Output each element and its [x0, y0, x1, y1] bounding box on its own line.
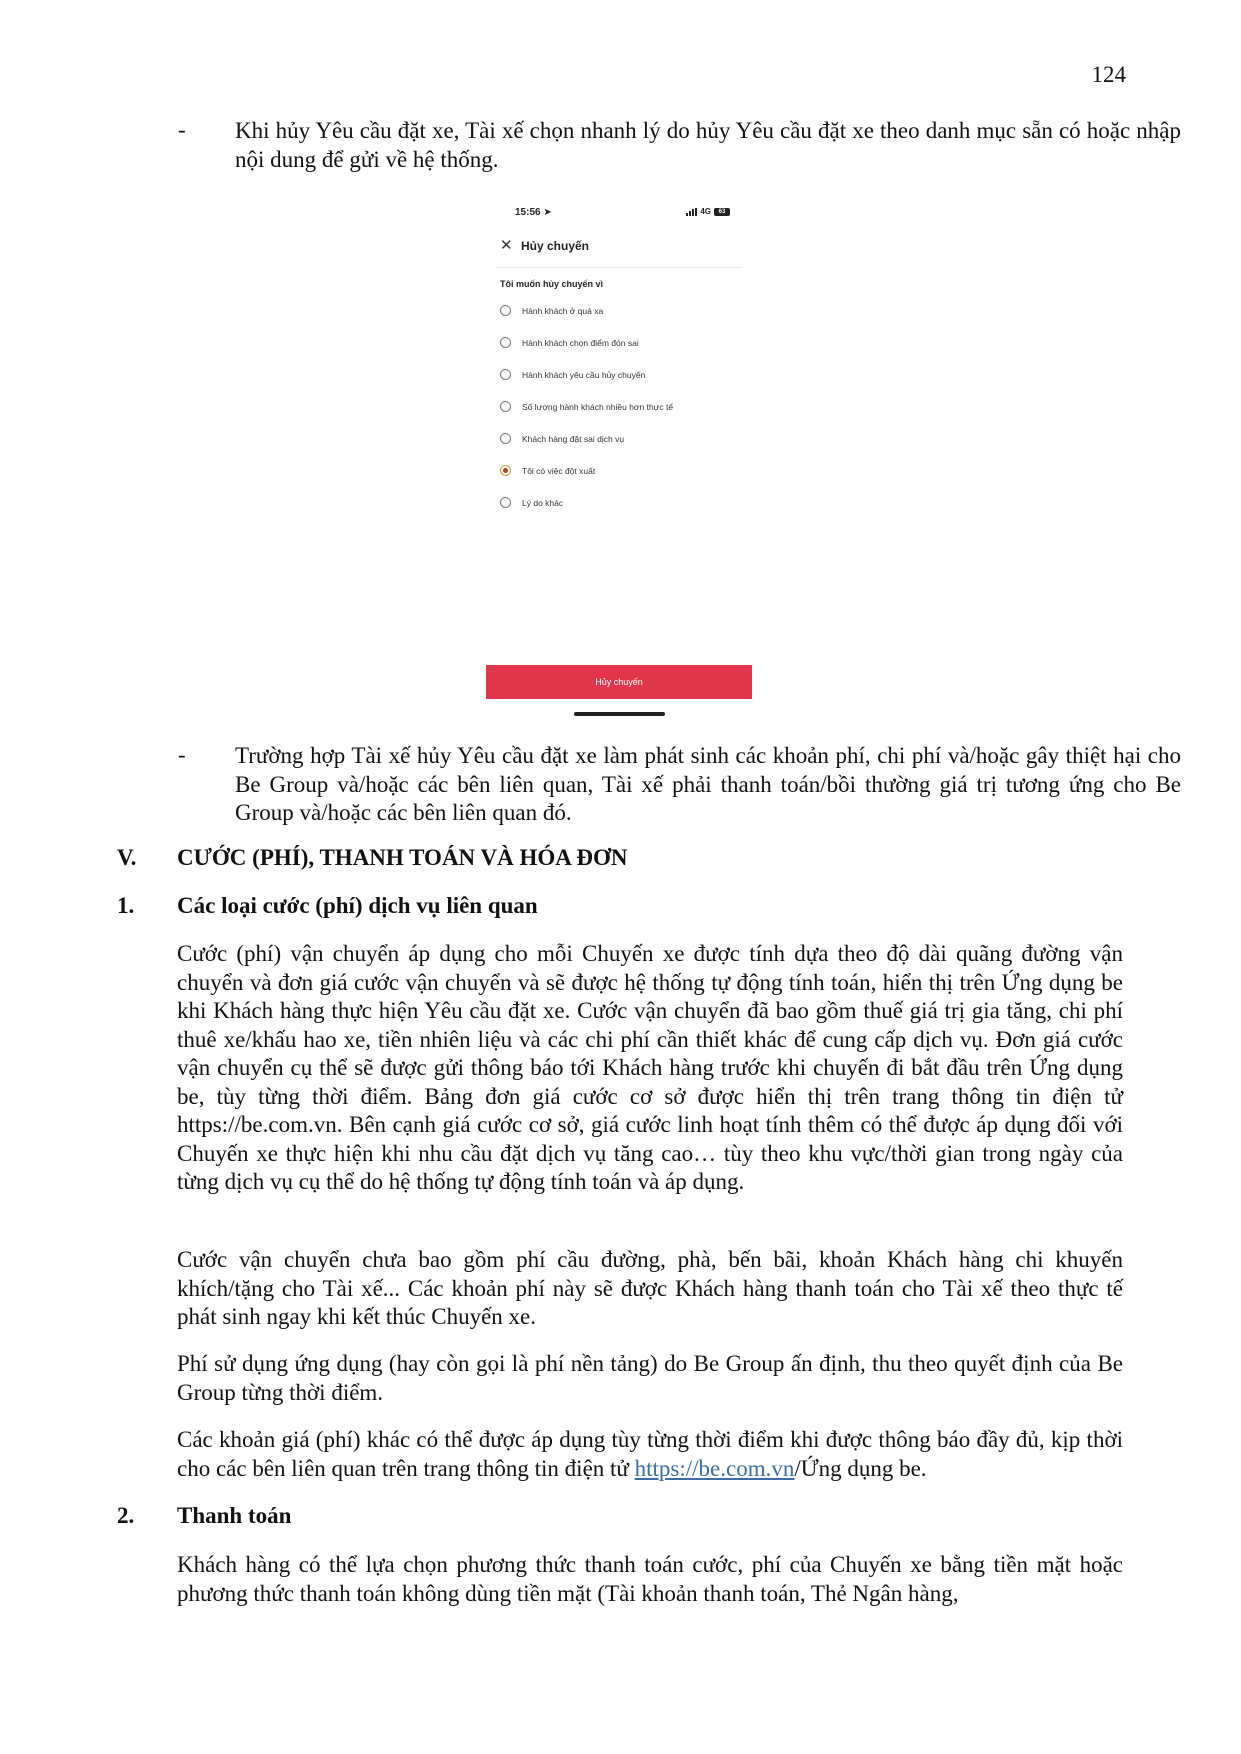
bullet-dash: -	[178, 117, 186, 142]
phone-screenshot	[486, 197, 752, 721]
radio-icon[interactable]	[500, 337, 511, 348]
option-label: Khách hàng đặt sai dịch vụ	[522, 433, 625, 444]
paragraph	[177, 1426, 1123, 1483]
screen-title: Hủy chuyến	[521, 239, 590, 253]
radio-icon[interactable]	[500, 401, 511, 412]
subsection-title: Thanh toán	[177, 1503, 292, 1528]
status-bar-right	[686, 207, 730, 216]
option-label: Hành khách ở quá xa	[522, 305, 604, 316]
cancel-trip-button[interactable]: Hủy chuyến	[486, 665, 752, 699]
section-title: CƯỚC (PHÍ), THANH TOÁN VÀ HÓA ĐƠN	[177, 845, 628, 870]
status-time: 15:56 ➤	[515, 207, 552, 218]
radio-selected-icon[interactable]	[500, 465, 511, 476]
bullet-dash: -	[178, 742, 186, 767]
reason-option[interactable]	[500, 305, 603, 316]
page-number: 124	[1091, 62, 1126, 87]
reason-option[interactable]	[500, 337, 639, 348]
radio-icon[interactable]	[500, 369, 511, 380]
paragraph-text: Các khoản giá (phí) khác có thể được áp dụng tùy từng thời điểm khi được thông báo đầy đủ, kịp thời cho các bên liên quan trên trang thông tin điện tử	[177, 1427, 1123, 1481]
radio-icon[interactable]	[500, 433, 511, 444]
subsection-heading	[117, 1503, 291, 1529]
close-icon[interactable]: ✕	[500, 237, 513, 254]
subsection-title: Các loại cước (phí) dịch vụ liên quan	[177, 893, 538, 918]
battery-icon: 63	[714, 208, 730, 216]
home-indicator	[574, 712, 665, 716]
bullet-text: Khi hủy Yêu cầu đặt xe, Tài xế chọn nhanh lý do hủy Yêu cầu đặt xe theo danh mục sẵn có hoặc nhập nội dung để gửi về hệ thống.	[235, 118, 1181, 172]
reason-option[interactable]	[500, 369, 645, 380]
bullet-text: Trường hợp Tài xế hủy Yêu cầu đặt xe làm phát sinh các khoản phí, chi phí và/hoặc gây thiệt hại cho Be Group và/hoặc các bên liên quan, Tài xế phải thanh toán/bồi thường giá trị tương ứng cho Be Group và/hoặc các bên liên quan đó.	[235, 743, 1181, 825]
divider	[496, 267, 742, 268]
reason-option[interactable]	[500, 497, 563, 508]
network-label: 4G	[700, 207, 711, 216]
subsection-number: 1.	[117, 893, 135, 918]
section-heading	[117, 845, 627, 871]
option-label: Lý do khác	[522, 497, 564, 508]
reason-prompt: Tôi muốn hủy chuyến vì	[500, 279, 604, 289]
reason-option-selected[interactable]	[500, 465, 595, 476]
reason-option[interactable]	[500, 401, 673, 412]
option-label: Số lượng hành khách nhiều hơn thực tế	[522, 401, 674, 412]
website-link[interactable]: https://be.com.vn	[634, 1455, 795, 1481]
subsection-heading	[117, 893, 538, 919]
signal-icon	[686, 208, 697, 216]
reason-option[interactable]	[500, 433, 624, 444]
paragraph: Khách hàng có thể lựa chọn phương thức thanh toán cước, phí của Chuyến xe bằng tiền mặt hoặc phương thức thanh toán không dùng tiền mặt (Tài khoản thanh toán, Thẻ Ngân hàng,	[177, 1552, 1123, 1606]
paragraph: Phí sử dụng ứng dụng (hay còn gọi là phí nền tảng) do Be Group ấn định, thu theo quyết định của Be Group từng thời điểm.	[177, 1351, 1123, 1405]
section-number: V.	[117, 845, 137, 870]
paragraph-text: /Ứng dụng be.	[794, 1455, 927, 1481]
option-label: Tôi có việc đột xuất	[522, 465, 596, 476]
radio-icon[interactable]	[500, 497, 511, 508]
radio-icon[interactable]	[500, 305, 511, 316]
paragraph: Cước (phí) vận chuyển áp dụng cho mỗi Chuyến xe được tính dựa theo độ dài quãng đường vận chuyển và đơn giá cước vận chuyển và sẽ được hệ thống tự động tính toán, hiển thị trên Ứng dụng be khi Khách hàng thực hiện Yêu cầu đặt xe. Cước vận chuyển đã bao gồm thuế giá trị gia tăng, chi phí thuê xe/khấu hao xe, tiền nhiên liệu và các chi phí cần thiết khác để cung cấp dịch vụ. Đơn giá cước vận chuyển cụ thể sẽ được gửi thông báo tới Khách hàng trước khi chuyến đi bắt đầu trên Ứng dụng be, tùy từng thời điểm. Bảng đơn giá cước cơ sở được hiển thị trên trang thông tin điện tử https://be.com.vn. Bên cạnh giá cước cơ sở, giá cước linh hoạt tính thêm có thể được áp dụng đối với Chuyến xe thực hiện khi nhu cầu đặt dịch vụ tăng cao… tùy theo khu vực/thời gian trong ngày của từng dịch vụ cụ thể do hệ thống tự động tính toán và áp dụng.	[177, 941, 1123, 1194]
option-label: Hành khách yêu cầu hủy chuyến	[522, 369, 646, 380]
subsection-number: 2.	[117, 1503, 135, 1528]
paragraph: Cước vận chuyển chưa bao gồm phí cầu đường, phà, bến bãi, khoản Khách hàng chi khuyến khích/tặng cho Tài xế... Các khoản phí này sẽ được Khách hàng thanh toán cho Tài xế theo thực tế phát sinh ngay khi kết thúc Chuyến xe.	[177, 1247, 1123, 1329]
option-label: Hành khách chọn điểm đón sai	[522, 337, 639, 348]
